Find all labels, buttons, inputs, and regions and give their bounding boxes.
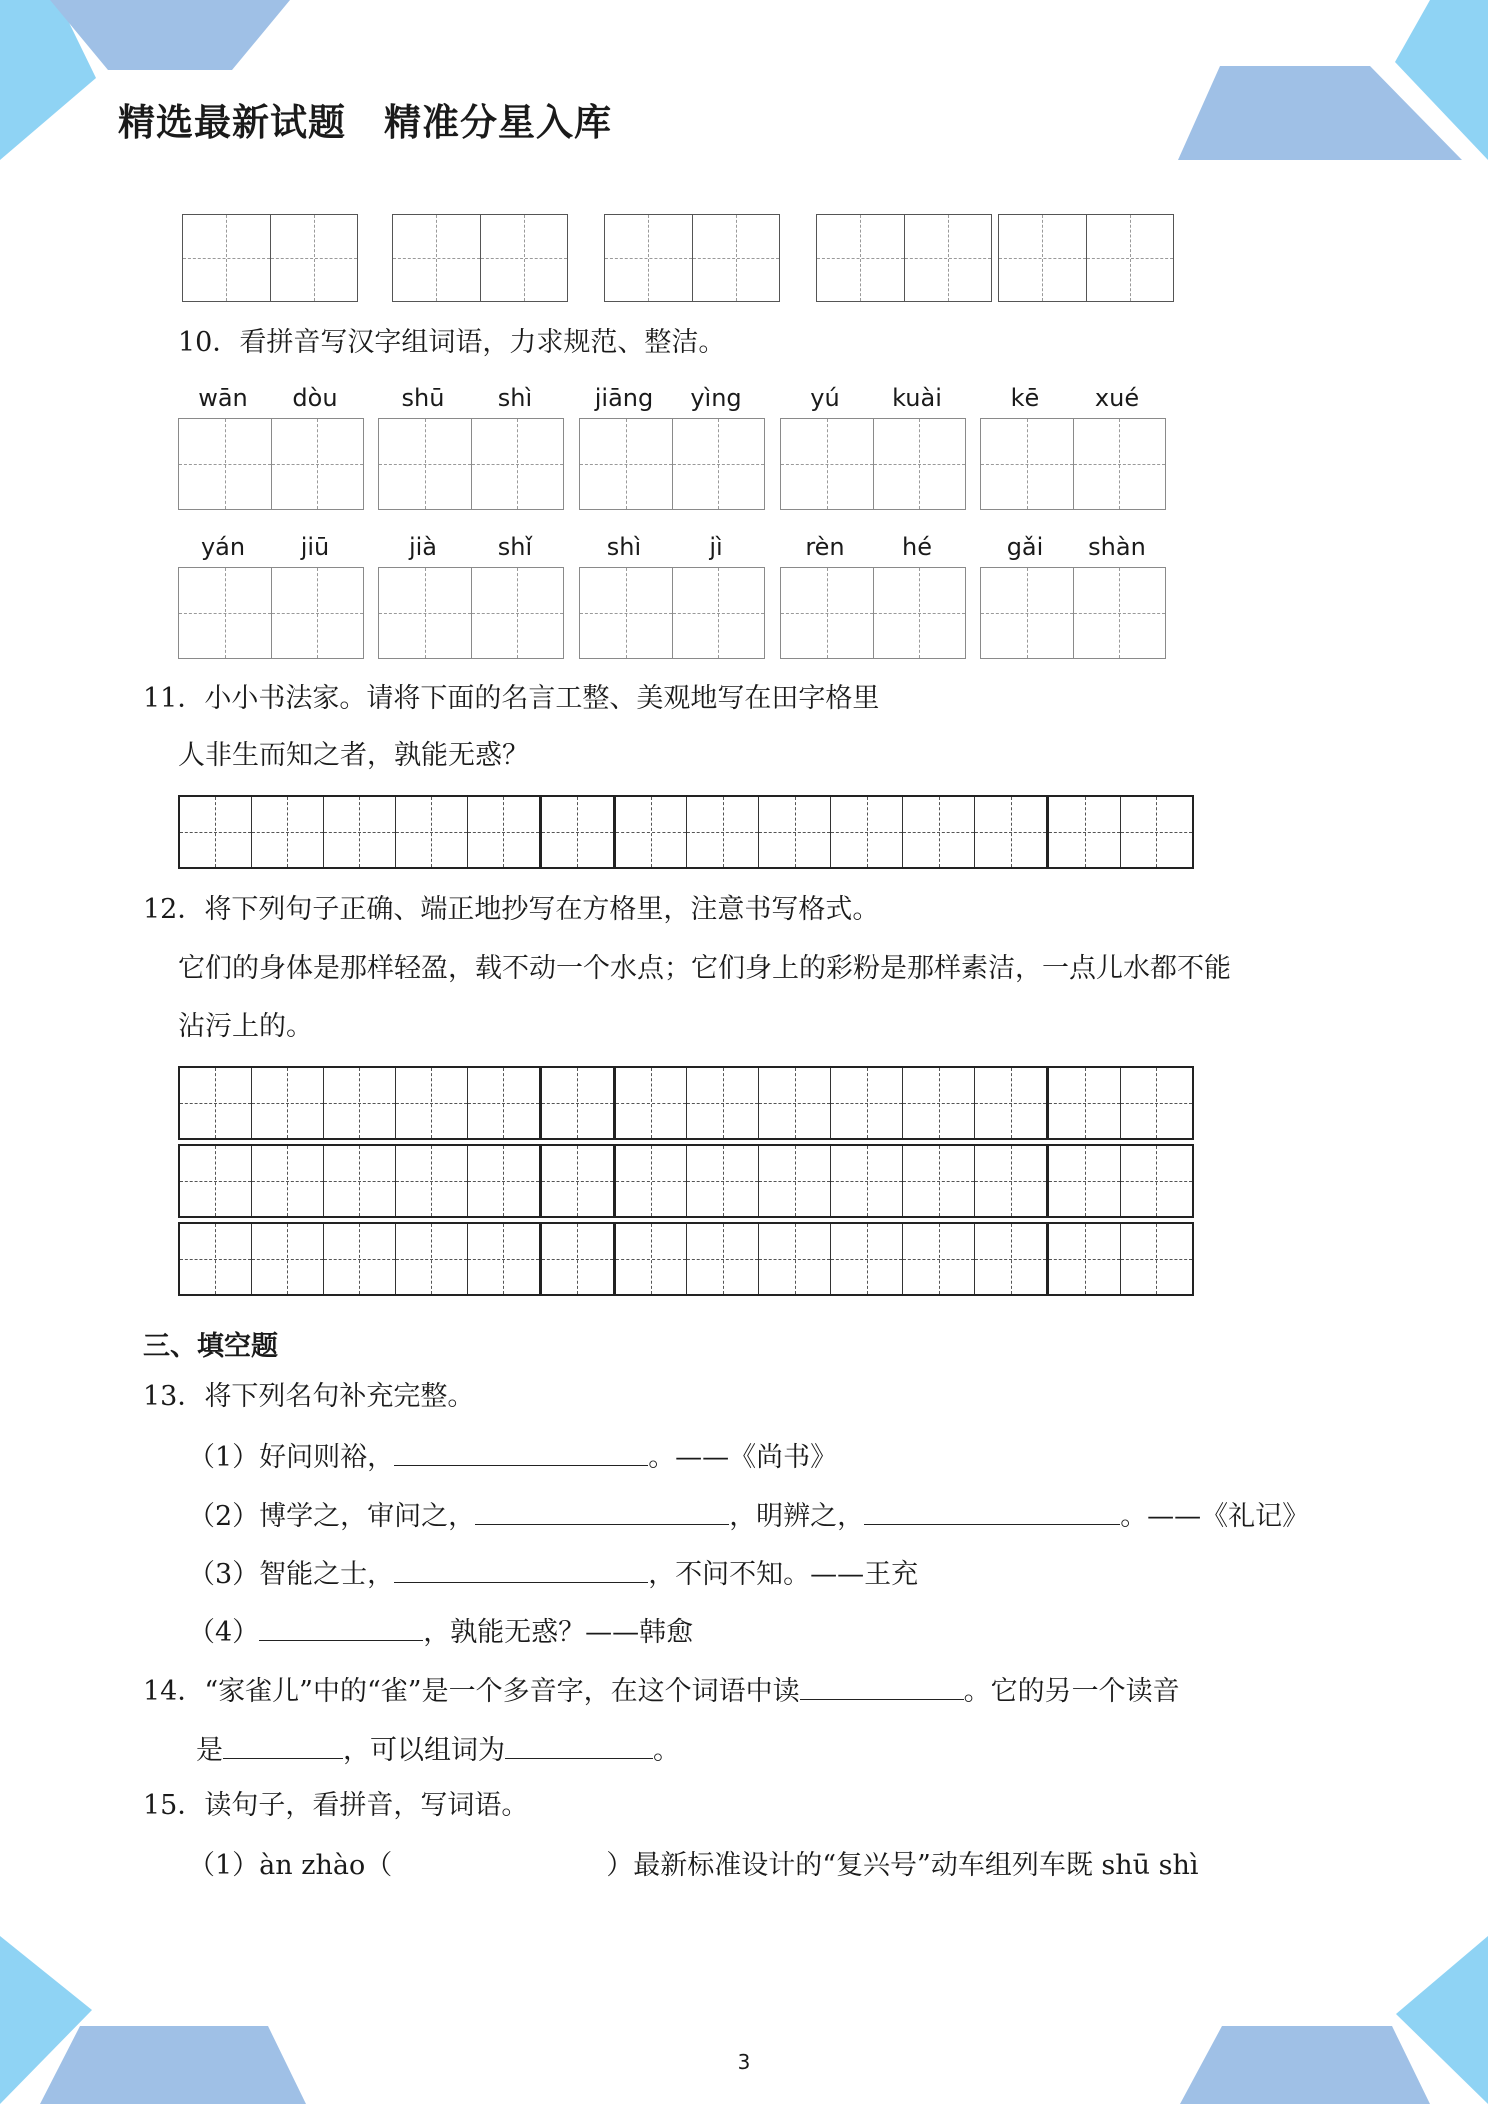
grid-cell[interactable] — [539, 1224, 613, 1294]
q13-item1-blank[interactable] — [394, 1441, 648, 1466]
q11-quote: 人非生而知之者，孰能无惑？ — [178, 740, 529, 771]
grid-cell[interactable] — [974, 1224, 1046, 1294]
q13-item2-blank2[interactable] — [864, 1500, 1120, 1525]
page-number: 3 — [737, 2050, 751, 2074]
grid-cell[interactable] — [539, 1068, 613, 1138]
q13-item4-blank[interactable] — [259, 1616, 423, 1641]
grid-cell[interactable] — [1046, 1224, 1120, 1294]
grid-cell[interactable] — [180, 1146, 251, 1216]
pinyin-label: yìng — [690, 384, 742, 412]
grid-cell[interactable] — [974, 797, 1046, 867]
grid-cell[interactable] — [467, 1224, 539, 1294]
tianzige-pair[interactable] — [980, 567, 1166, 659]
tianzige-pair[interactable] — [579, 418, 765, 510]
q13-item3-text-b: ，不问不知。——王充 — [648, 1559, 919, 1590]
grid-cell[interactable] — [539, 1146, 613, 1216]
q15-item1 — [188, 1852, 1199, 1879]
grid-cell[interactable] — [323, 797, 395, 867]
grid-cell[interactable] — [395, 1224, 467, 1294]
grid-cell[interactable] — [974, 1146, 1046, 1216]
grid-cell[interactable] — [686, 1224, 758, 1294]
grid-cell[interactable] — [830, 1224, 902, 1294]
tianzige-pair[interactable] — [780, 418, 966, 510]
pinyin-label: shǐ — [497, 533, 533, 561]
grid-cell[interactable] — [902, 1224, 974, 1294]
q14-text-a: 14．“家雀儿”中的“雀”是一个多音字，在这个词语中读 — [143, 1676, 800, 1707]
grid-cell[interactable] — [323, 1068, 395, 1138]
q13-item3-text-a: （3）智能之士， — [188, 1559, 395, 1590]
q10-label: 10．看拼音写汉字组词语，力求规范、整洁。 — [178, 327, 726, 358]
q14-text-e: 。 — [653, 1735, 680, 1766]
top-grid-pair[interactable] — [392, 214, 568, 302]
grid-cell[interactable] — [758, 1224, 830, 1294]
q13-item2-blank1[interactable] — [475, 1500, 729, 1525]
grid-cell[interactable] — [1046, 797, 1120, 867]
q14-blank1[interactable] — [800, 1675, 964, 1700]
top-grid-pair[interactable] — [182, 214, 358, 302]
q13-item2-text-a: （2）博学之，审问之， — [188, 1501, 476, 1532]
q14-blank2[interactable] — [223, 1734, 343, 1759]
grid-cell[interactable] — [758, 797, 830, 867]
grid-cell[interactable] — [467, 1146, 539, 1216]
q11-label: 11．小小书法家。请将下面的名言工整、美观地写在田字格里 — [143, 683, 880, 714]
grid-cell[interactable] — [1120, 1224, 1192, 1294]
q14-text-c: 是 — [196, 1735, 223, 1766]
grid-cell[interactable] — [830, 1146, 902, 1216]
q13-item2-text-b: ，明辨之， — [729, 1501, 865, 1532]
grid-cell[interactable] — [613, 1146, 687, 1216]
pinyin-label: kē — [1010, 384, 1040, 412]
q14-text-b: 。它的另一个读音 — [963, 1676, 1180, 1707]
grid-cell[interactable] — [323, 1224, 395, 1294]
grid-cell[interactable] — [467, 1068, 539, 1138]
grid-cell[interactable] — [180, 797, 251, 867]
grid-cell[interactable] — [902, 1068, 974, 1138]
grid-cell[interactable] — [902, 797, 974, 867]
q12-sentence-line1: 它们的身体是那样轻盈，载不动一个水点；它们身上的彩粉是那样素洁，一点儿水都不能 — [178, 953, 1231, 984]
grid-cell[interactable] — [1046, 1068, 1120, 1138]
grid-cell[interactable] — [395, 1146, 467, 1216]
grid-cell[interactable] — [1120, 797, 1192, 867]
q13-item4-text-b: ，孰能无惑？——韩愈 — [423, 1617, 694, 1648]
q14-blank3[interactable] — [505, 1734, 653, 1759]
q13-item4 — [188, 1616, 693, 1646]
q14-text-d: ，可以组词为 — [343, 1735, 505, 1766]
pinyin-label: jiāng — [594, 384, 654, 412]
grid-cell[interactable] — [395, 797, 467, 867]
tianzige-pair[interactable] — [579, 567, 765, 659]
pinyin-label: jiū — [300, 533, 330, 561]
pinyin-label: wān — [198, 384, 248, 412]
tianzige-pair[interactable] — [378, 567, 564, 659]
grid-cell[interactable] — [539, 797, 613, 867]
q15-item1-text-a: （1）àn zhào（ — [188, 1850, 393, 1881]
pinyin-label: yán — [200, 533, 246, 561]
grid-cell[interactable] — [830, 1068, 902, 1138]
top-grid-pair[interactable] — [998, 214, 1174, 302]
q13-item3 — [188, 1558, 918, 1588]
q12-writing-grid-row3[interactable] — [178, 1222, 1194, 1296]
grid-cell[interactable] — [323, 1146, 395, 1216]
grid-cell[interactable] — [613, 1224, 687, 1294]
q13-item1 — [188, 1441, 837, 1471]
q13-item2 — [188, 1500, 1309, 1530]
q14-line2 — [196, 1734, 680, 1764]
pinyin-label: rèn — [805, 533, 845, 561]
q12-writing-grid-row2[interactable] — [178, 1144, 1194, 1218]
pinyin-label: shì — [606, 533, 642, 561]
tianzige-pair[interactable] — [178, 567, 364, 659]
grid-cell[interactable] — [1046, 1146, 1120, 1216]
pinyin-label: jià — [408, 533, 438, 561]
grid-cell[interactable] — [251, 1068, 323, 1138]
q13-item1-text-b: 。——《尚书》 — [648, 1442, 838, 1473]
tianzige-pair[interactable] — [178, 418, 364, 510]
pinyin-label: dòu — [292, 384, 338, 412]
top-grid-pair[interactable] — [604, 214, 780, 302]
section-title: 三、填空题 — [143, 1331, 278, 1362]
tianzige-pair[interactable] — [980, 418, 1166, 510]
pinyin-label: kuài — [892, 384, 942, 412]
pinyin-label: shì — [497, 384, 533, 412]
pinyin-label: shàn — [1088, 533, 1146, 561]
q13-item1-text-a: （1）好问则裕， — [188, 1442, 395, 1473]
grid-cell[interactable] — [180, 1068, 251, 1138]
grid-cell[interactable] — [686, 797, 758, 867]
grid-cell[interactable] — [686, 1068, 758, 1138]
grid-cell[interactable] — [902, 1146, 974, 1216]
q13-item3-blank[interactable] — [394, 1558, 648, 1583]
q13-item2-text-c: 。——《礼记》 — [1120, 1501, 1310, 1532]
grid-cell[interactable] — [1120, 1146, 1192, 1216]
q13-label: 13．将下列名句补充完整。 — [143, 1381, 475, 1412]
grid-cell[interactable] — [251, 1146, 323, 1216]
q11-writing-grid[interactable] — [178, 795, 1194, 869]
tianzige-pair[interactable] — [378, 418, 564, 510]
grid-cell[interactable] — [180, 1224, 251, 1294]
grid-cell[interactable] — [613, 1068, 687, 1138]
grid-cell[interactable] — [1120, 1068, 1192, 1138]
page-header-title: 精选最新试题 精准分星入库 — [118, 101, 612, 144]
grid-cell[interactable] — [395, 1068, 467, 1138]
pinyin-label: xué — [1094, 384, 1140, 412]
q15-item1-text-b: ）最新标准设计的“复兴号”动车组列车既 shū shì — [606, 1850, 1199, 1881]
grid-cell[interactable] — [758, 1146, 830, 1216]
q12-writing-grid-row1[interactable] — [178, 1066, 1194, 1140]
grid-cell[interactable] — [686, 1146, 758, 1216]
pinyin-label: gǎi — [1006, 533, 1044, 561]
grid-cell[interactable] — [613, 797, 687, 867]
grid-cell[interactable] — [758, 1068, 830, 1138]
grid-cell[interactable] — [974, 1068, 1046, 1138]
pinyin-label: yú — [810, 384, 840, 412]
pinyin-label: jì — [709, 533, 723, 561]
pinyin-label: hé — [902, 533, 932, 561]
pinyin-label: shū — [401, 384, 445, 412]
tianzige-pair[interactable] — [780, 567, 966, 659]
q13-item4-text-a: （4） — [188, 1617, 260, 1648]
grid-cell[interactable] — [830, 797, 902, 867]
grid-cell[interactable] — [467, 797, 539, 867]
top-grid-pair[interactable] — [816, 214, 992, 302]
q12-sentence-line2: 沾污上的。 — [178, 1011, 313, 1042]
grid-cell[interactable] — [251, 1224, 323, 1294]
q12-label: 12．将下列句子正确、端正地抄写在方格里，注意书写格式。 — [143, 894, 880, 925]
q15-label: 15．读句子，看拼音，写词语。 — [143, 1790, 529, 1821]
q14-line1 — [143, 1675, 1180, 1705]
grid-cell[interactable] — [251, 797, 323, 867]
